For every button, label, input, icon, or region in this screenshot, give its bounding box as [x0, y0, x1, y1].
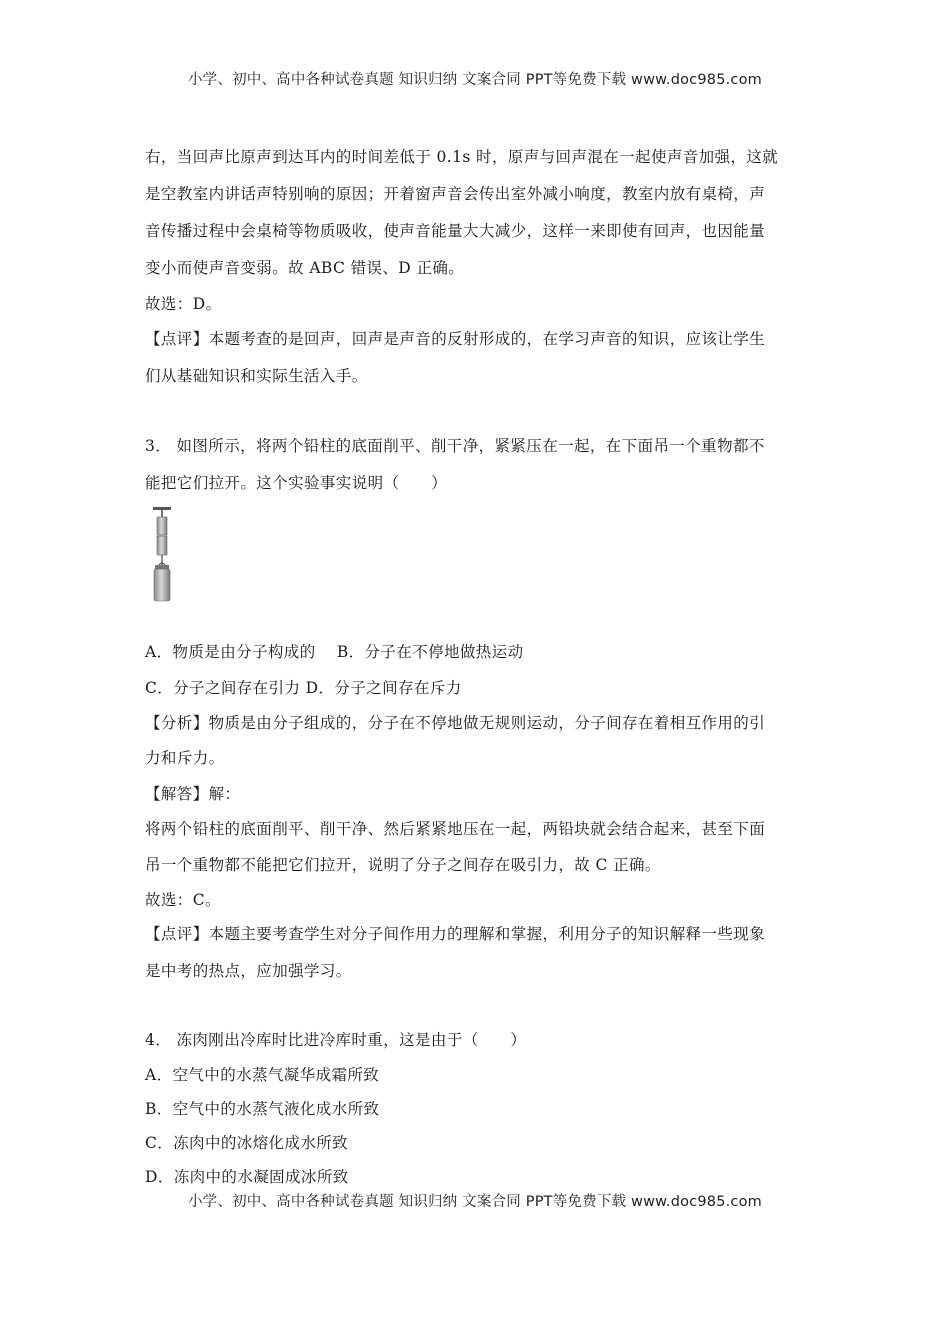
text-line: 力和斥力。: [145, 749, 225, 767]
option-line: A．物质是由分子构成的 B．分子在不停地做热运动: [145, 643, 524, 661]
option-line: C．分子之间存在引力 D．分子之间存在斥力: [145, 679, 462, 697]
answer-line: 故选：C。: [145, 891, 221, 909]
option-line: D．冻肉中的水凝固成冰所致: [145, 1168, 349, 1186]
question-4-stem: 4． 冻肉刚出冷库时比进冷库时重，这是由于（ ）: [145, 1031, 527, 1049]
page-header: 小学、初中、高中各种试卷真题 知识归纳 文案合同 PPT等免费下载 www.doc985.com: [187, 72, 763, 88]
text-line: 右，当回声比原声到达耳内的时间差低于 0.1s 时，原声与回声混在一起使声音加强，这就: [145, 148, 779, 166]
text-line: 是中考的热点，应加强学习。: [145, 962, 352, 980]
comment-line: 【点评】本题考查的是回声，回声是声音的反射形成的，在学习声音的知识，应该让学生: [145, 330, 766, 348]
text-line: 能把它们拉开。这个实验事实说明（ ）: [145, 474, 448, 492]
option-line: C．冻肉中的冰熔化成水所致: [145, 1134, 349, 1152]
question-3-stem: 3． 如图所示，将两个铅柱的底面削平、削干净，紧紧压在一起，在下面吊一个重物都不: [145, 437, 765, 455]
comment-line: 【点评】本题主要考查学生对分子间作用力的理解和掌握，利用分子的知识解释一些现象: [145, 925, 766, 943]
option-line: B．空气中的水蒸气液化成水所致: [145, 1100, 380, 1118]
option-line: A．空气中的水蒸气凝华成霜所致: [145, 1066, 380, 1084]
page-footer: 小学、初中、高中各种试卷真题 知识归纳 文案合同 PPT等免费下载 www.doc985.com: [187, 1194, 763, 1210]
text-line: 们从基础知识和实际生活入手。: [145, 367, 368, 385]
text-line: 变小而使声音变弱。故 ABC 错误、D 正确。: [145, 259, 465, 277]
text-line: 将两个铅柱的底面削平、削干净、然后紧紧地压在一起，两铅块就会结合起来，甚至下面: [145, 820, 766, 838]
answer-line: 故选：D。: [145, 295, 222, 313]
text-line: 吊一个重物都不能把它们拉开，说明了分子之间存在吸引力，故 C 正确。: [145, 856, 661, 874]
analysis-line: 【分析】物质是由分子组成的，分子在不停地做无规则运动，分子间存在着相互作用的引: [145, 714, 766, 732]
text-line: 音传播过程中会桌椅等物质吸收，使声音能量大大减少，这样一来即使有回声，也因能量: [145, 222, 766, 240]
lead-cylinders-figure: [150, 505, 180, 605]
solution-label: 【解答】解：: [145, 785, 241, 803]
text-line: 是空教室内讲话声特别响的原因；开着窗声音会传出室外减小响度，教室内放有桌椅，声: [145, 185, 766, 203]
